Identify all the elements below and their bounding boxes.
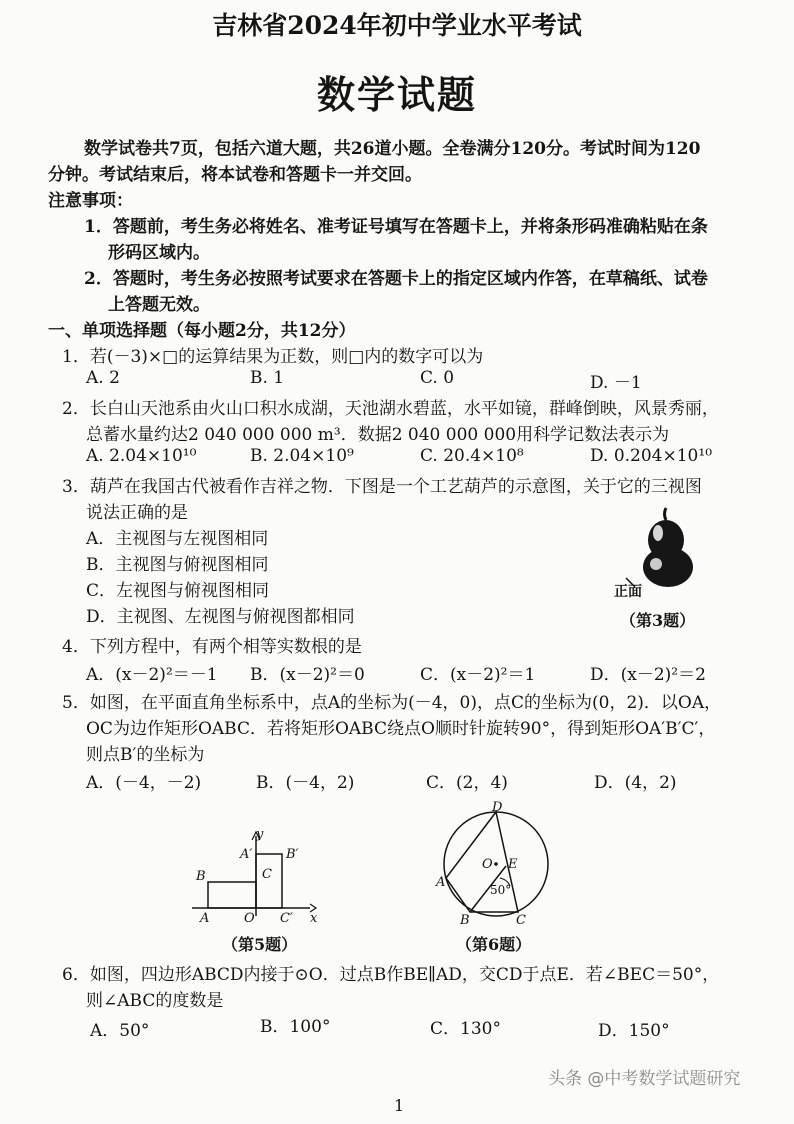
- note1-line1: 1．答题前，考生务必将姓名、准考证号填写在答题卡上，并将条形码准确粘贴在条: [84, 217, 708, 237]
- q5-caption: （第5题）: [222, 935, 298, 954]
- q3-option-c: C．左视图与俯视图相同: [86, 581, 270, 601]
- q5-coordinate-figure: [186, 826, 326, 926]
- q5-label-b1: B′: [286, 847, 299, 862]
- instructions-line2: 分钟。考试结束后，将本试卷和答题卡一并交回。: [48, 165, 422, 185]
- q5-label-c: C: [262, 867, 272, 882]
- rectangle-oabc: [208, 882, 256, 908]
- q6-option-c: C．130°: [430, 1019, 501, 1039]
- page-number: 1: [394, 1096, 405, 1115]
- center-point: [494, 862, 498, 866]
- q5-option-d: D．(4，2): [594, 773, 677, 793]
- q2-option-c: C. 20.4×10⁸: [420, 446, 524, 466]
- q6-label-e: E: [508, 857, 518, 872]
- q5-label-x: x: [310, 911, 318, 926]
- q1-option-a: A. 2: [86, 368, 120, 388]
- q5-label-b: B: [196, 869, 206, 884]
- q1-option-d: D. －1: [590, 373, 642, 393]
- q5-option-a: A．(－4，－2): [86, 773, 202, 793]
- notes-heading: 注意事项：: [48, 191, 133, 211]
- q5-stem-line2: OC为边作矩形OABC．若将矩形OABC绕点O顺时针旋转90°，得到矩形OA′B′C′，: [86, 719, 716, 739]
- gourd-stem: [665, 508, 667, 520]
- exam-title: 吉林省2024年初中学业水平考试: [212, 11, 582, 40]
- q4-option-c: C．(x－2)²＝1: [420, 665, 536, 685]
- q5-stem-line1: 5．如图，在平面直角坐标系中，点A的坐标为(－4，0)，点C的坐标为(0，2)．以OA，: [62, 693, 722, 713]
- q6-stem-line2: 则∠ABC的度数是: [86, 991, 224, 1011]
- gourd-bottom-bulb: [643, 547, 693, 587]
- q1-option-c: C. 0: [420, 368, 455, 388]
- q4-stem: 4．下列方程中，有两个相等实数根的是: [62, 637, 362, 657]
- q5-label-c1: C′: [280, 911, 293, 926]
- q3-option-b: B．主视图与俯视图相同: [86, 555, 269, 575]
- q6-option-a: A．50°: [90, 1021, 150, 1041]
- q3-caption: （第3题）: [620, 611, 696, 630]
- q6-angle-label: 50°: [490, 883, 512, 897]
- q1-option-b: B. 1: [250, 368, 285, 388]
- q1-stem: 1．若(－3)×□的运算结果为正数，则□内的数字可以为: [62, 347, 484, 367]
- q6-label-d: D: [492, 800, 503, 815]
- q2-option-d: D. 0.204×10¹⁰: [590, 446, 713, 466]
- q4-option-a: A．(x－2)²＝－1: [86, 665, 218, 685]
- q3-option-a: A．主视图与左视图相同: [86, 529, 269, 549]
- q6-stem-line1: 6．如图，四边形ABCD内接于⊙O．过点B作BE∥AD，交CD于点E．若∠BEC＝50°，: [62, 965, 720, 985]
- instructions-line1: 数学试卷共7页，包括六道大题，共26道小题。全卷满分120分。考试时间为120: [84, 139, 701, 159]
- subject-title: 数学试题: [316, 72, 477, 117]
- q6-label-c: C: [516, 913, 526, 928]
- q3-stem-line2: 说法正确的是: [86, 503, 188, 523]
- q5-label-a: A: [200, 911, 210, 926]
- q4-option-b: B．(x－2)²＝0: [250, 665, 365, 685]
- q5-label-y: y: [256, 827, 264, 842]
- q6-circle-figure: [430, 800, 560, 930]
- q6-label-b: B: [460, 913, 470, 928]
- q2-option-a: A. 2.04×10¹⁰: [86, 446, 197, 466]
- q3-front-label: 正面: [614, 584, 642, 600]
- q6-caption: （第6题）: [456, 935, 532, 954]
- q5-label-o: O: [244, 911, 255, 926]
- q5-label-a1: A′: [240, 847, 253, 862]
- q2-stem-line1: 2．长白山天池系由火山口积水成湖，天池湖水碧蓝，水平如镜，群峰倒映，风景秀丽，: [62, 399, 719, 419]
- note2-line1: 2．答题时，考生务必按照考试要求在答题卡上的指定区域内作答，在草稿纸、试卷: [84, 269, 708, 289]
- q3-stem-line1: 3．葫芦在我国古代被看作吉祥之物．下图是一个工艺葫芦的示意图，关于它的三视图: [62, 477, 702, 497]
- note1-line2: 形码区域内。: [108, 243, 210, 263]
- note2-line2: 上答题无效。: [108, 295, 210, 315]
- q5-option-b: B．(－4，2): [256, 773, 355, 793]
- q5-option-c: C．(2，4): [426, 773, 508, 793]
- q5-stem-line3: 则点B′的坐标为: [86, 745, 205, 765]
- section-heading: 一、单项选择题（每小题2分，共12分）: [48, 321, 356, 341]
- watermark: 头条 @中考数学试题研究: [548, 1069, 741, 1089]
- q6-option-d: D．150°: [598, 1021, 670, 1041]
- q6-label-a: A: [436, 875, 446, 890]
- q3-option-d: D．主视图、左视图与俯视图都相同: [86, 607, 355, 627]
- q6-option-b: B．100°: [260, 1017, 331, 1037]
- q2-stem-line2: 总蓄水量约达2 040 000 000 m³．数据2 040 000 000用科学记数法表示为: [86, 425, 670, 445]
- q4-option-d: D．(x－2)²＝2: [590, 665, 706, 685]
- q2-option-b: B. 2.04×10⁹: [250, 446, 354, 466]
- q6-label-o: O: [482, 857, 493, 872]
